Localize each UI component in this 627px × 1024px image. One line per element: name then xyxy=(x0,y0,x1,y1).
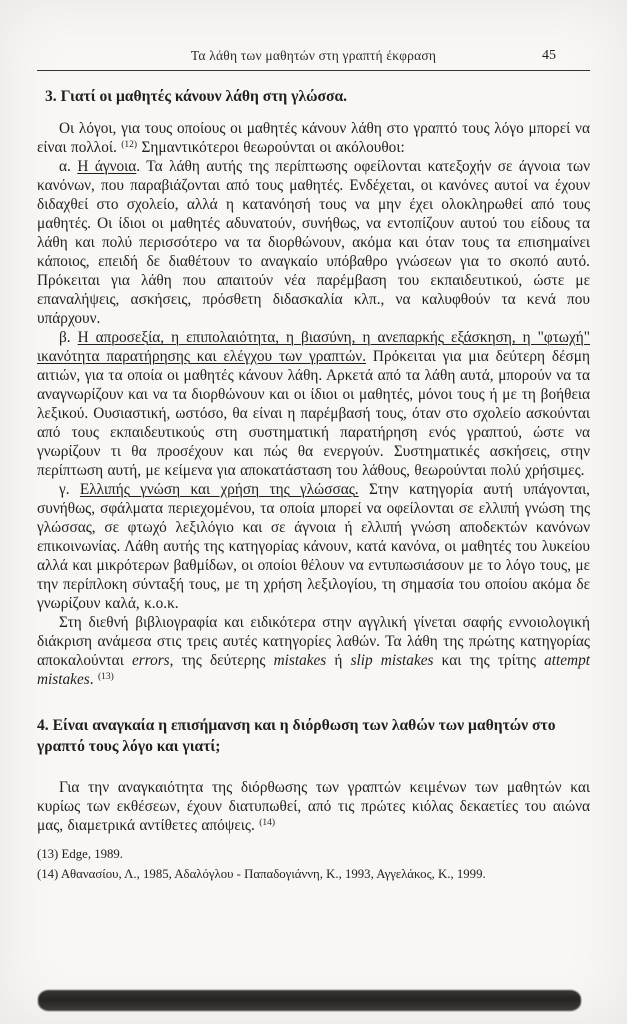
text-segment: Οι λόγοι, για τους οποίους οι μαθητές κάνουν λάθη στο γραπτό τους λόγο μπορεί να είναι πολλοί. xyxy=(37,120,590,156)
footnote-marker: (13) xyxy=(97,672,114,682)
text-segment: γ. xyxy=(59,481,80,498)
paragraph-section4-intro xyxy=(37,778,590,835)
body-text xyxy=(37,88,590,835)
footnotes xyxy=(37,846,590,883)
text-segment: . Τα λάθη αυτής της περίπτωσης οφείλονται κατεξοχήν σε άγνοια των κανόνων, που παραβιάζονται από τους μαθητές. Ενδέχεται, οι κανόνες αυτοί να έχουν διδαχθεί στο σχολείο, αλλά η κατανόησή τους να μην έχει ολοκληρωθεί από τους μαθητές. Οι ίδιοι οι μαθητές αδυνατούν, συνήθως, να εντοπίζουν αυτού του είδους τα λάθη και πολύ περισσότερο να τα διορθώνουν, ακόμα και όταν τους τα επισημαίνει κάποιος, επειδή δε διαθέτουν το αναγκαίο υπόβαθρο γνώσεων για το σκοπό αυτό. Πρόκειται για λάθη που απαιτούν νέα παρέμβαση του εκπαιδευτικού, ώστε με επαναλήψεις, ασκήσεις, πρόσθετη διδασκαλία κλπ., να καλυφθούν τα κενά που υπάρχουν. xyxy=(37,158,590,327)
scan-edge-shadow xyxy=(38,990,581,1011)
text-segment: . xyxy=(89,671,98,688)
text-segment: attempt mistakes xyxy=(37,652,590,688)
section-4-heading: 4. Είναι αναγκαία η επισήμανση και η διόρθωση των λαθών των μαθητών στο γραπτό τους λόγο και γιατί; xyxy=(37,717,556,755)
footnote-14: (14) Αθανασίου, Λ., 1985, Αδαλόγλου - Παπαδογιάννη, Κ., 1993, Αγγελάκος, Κ., 1999. xyxy=(37,867,486,881)
text-segment: και της τρίτης xyxy=(433,652,545,669)
underlined-term: Ελλιπής γνώση και χρήση της γλώσσας. xyxy=(79,481,359,498)
footnote-marker: (14) xyxy=(259,818,276,828)
text-segment: slip mistakes xyxy=(350,652,434,669)
paragraph-gamma xyxy=(37,480,590,613)
text-segment: mistakes xyxy=(273,652,327,669)
page-number: 45 xyxy=(542,48,556,63)
text-segment: β. xyxy=(59,329,78,346)
paragraph-bibliography-note xyxy=(37,613,590,689)
underlined-term: Η άγνοια xyxy=(77,158,137,175)
text-segment: α. xyxy=(59,158,78,175)
text-segment: ή xyxy=(326,652,351,669)
paragraph-intro xyxy=(37,119,590,157)
text-segment: Σημαντικότεροι θεωρούνται οι ακόλουθοι: xyxy=(137,139,405,156)
page-header xyxy=(37,48,590,66)
footnote-marker: (12) xyxy=(121,140,138,150)
text-segment: Για την αναγκαιότητα της διόρθωσης των γραπτών κειμένων των μαθητών και κυρίως των εκθέσεων, έχουν διατυπωθεί, από τις πρώτες κιόλας δεκαετίες του αιώνα μας, διαμετρικά αντίθετες απόψεις. xyxy=(37,779,590,834)
paragraph-alpha xyxy=(37,157,590,328)
running-title: Τα λάθη των μαθητών στη γραπτή έκφραση xyxy=(190,48,437,63)
text-segment: errors xyxy=(131,652,170,669)
footnote-13: (13) Edge, 1989. xyxy=(37,847,124,861)
underlined-term: Η απροσεξία, η επιπολαιότητα, η βιασύνη, η ανεπαρκής εξάσκηση, η "φτωχή" ικανότητα παρατήρησης και ελέγχου των γραπτών. xyxy=(37,329,590,365)
text-segment: Στην κατηγορία αυτή υπάγονται, συνήθως, σφάλματα περιεχομένου, τα οποία μπορεί να οφείλονται σε ελλιπή γνώση της γλώσσας, σε φτωχό λεξιλόγιο και σε άγνοια ή ελλιπή γνώση αποδεκτών κανόνων επικοινωνίας. Λάθη αυτής της κατηγορίας κάνουν, κατά κανόνα, οι μαθητές του λυκείου αλλά και μικρότερων βαθμίδων, οι οποίοι θέλουν να εντυπωσιάσουν με το λόγο τους, με την περίπλοκη σύνταξή τους, με τη χρήση λεξιλογίου, τη σημασία του οποίου ακόμα δε γνωρίζουν καλά, κ.ο.κ. xyxy=(37,481,591,612)
header-rule xyxy=(37,70,590,71)
text-segment: , της δεύτερης xyxy=(169,652,274,669)
text-segment: Πρόκειται για μια δεύτερη δέσμη αιτιών, για τα οποία οι μαθητές κάνουν λάθη. Αρκετά από τα λάθη αυτά, μπορούν να τα αναγνωρίζουν και να τα διορθώνουν και οι ίδιοι οι μαθητές, μόνοι τους ή με τη βοήθεια λεξικού. Ουσιαστική, ωστόσο, θα είναι η παρέμβασή τους, όταν στο σχολείο ασκούνται από τους εκπαιδευτικούς στη συστηματική παρατήρηση ενός γραπτού, ώστε να γνωρίζουν τι θα προσέχουν και πώς θα ενεργούν. Συστηματικές ασκήσεις, στην περίπτωση αυτή, με κείμενα για αποκατάσταση του λάθους, θεωρούνται πολύ χρήσιμες. xyxy=(37,348,590,479)
section-3-heading: 3. Γιατί οι μαθητές κάνουν λάθη στη γλώσσα. xyxy=(45,88,348,105)
text-segment: Στη διεθνή βιβλιογραφία και ειδικότερα στην αγγλική γίνεται σαφής εννοιολογική διάκριση ανάμεσα στις τρεις αυτές κατηγορίες λαθών. Τα λάθη της πρώτης κατηγορίας αποκαλούνται xyxy=(37,614,590,669)
paragraph-beta xyxy=(37,328,590,480)
